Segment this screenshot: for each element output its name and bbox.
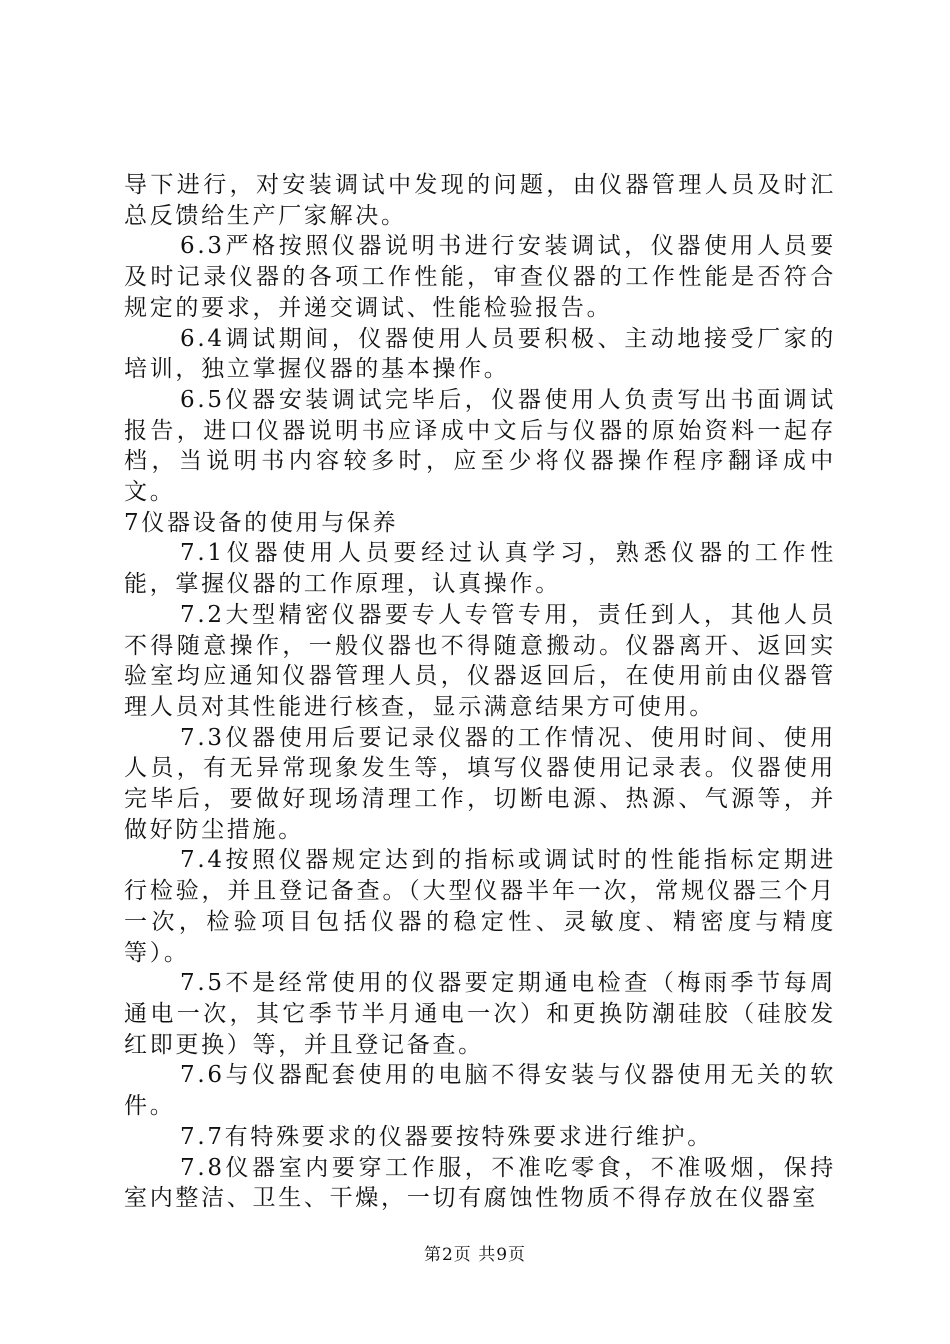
paragraph-7-1: 7.1仪器使用人员要经过认真学习，熟悉仪器的工作性能，掌握仪器的工作原理，认真操作。: [124, 540, 836, 598]
paragraph-6-5: 6.5仪器安装调试完毕后，仪器使用人负责写出书面调试报告，进口仪器说明书应译成中文后与仪器的原始资料一起存档，当说明书内容较多时，应至少将仪器操作程序翻译成中文。: [124, 386, 836, 506]
paragraph-7-7: 7.7有特殊要求的仪器要按特殊要求进行维护。: [180, 1123, 713, 1150]
paragraph-continuation: 导下进行，对安装调试中发现的问题，由仪器管理人员及时汇总反馈给生产厂家解决。: [124, 172, 836, 229]
page-number-footer: 第2页 共9页: [423, 1245, 527, 1265]
section-heading-7: 7仪器设备的使用与保养: [124, 509, 399, 536]
paragraph-7-2: 7.2大型精密仪器要专人专管专用，责任到人，其他人员不得随意操作，一般仪器也不得随意搬动。仪器离开、返回实验室均应通知仪器管理人员，仪器返回后，在使用前由仪器管理人员对其性能进行核查，显示满意结果方可使用。: [124, 601, 836, 720]
paragraph-7-3: 7.3仪器使用后要记录仪器的工作情况、使用时间、使用人员，有无异常现象发生等，填写仪器使用记录表。仪器使用完毕后，要做好现场清理工作，切断电源、热源、气源等，并做好防尘措施。: [124, 724, 836, 843]
paragraph-6-4: 6.4调试期间，仪器使用人员要积极、主动地接受厂家的培训，独立掌握仪器的基本操作。: [124, 325, 836, 383]
paragraph-7-4: 7.4按照仪器规定达到的指标或调试时的性能指标定期进行检验，并且登记备查。（大型仪器半年一次，常规仪器三个月一次，检验项目包括仪器的稳定性、灵敏度、精密度与精度等）。: [124, 847, 836, 966]
paragraph-6-3: 6.3严格按照仪器说明书进行安装调试，仪器使用人员要及时记录仪器的各项工作性能，审查仪器的工作性能是否符合规定的要求，并递交调试、性能检验报告。: [124, 233, 836, 321]
paragraph-7-5: 7.5不是经常使用的仪器要定期通电检查（梅雨季节每周通电一次，其它季节半月通电一次）和更换防潮硅胶（硅胶发红即更换）等，并且登记备查。: [124, 970, 836, 1058]
paragraph-7-6: 7.6与仪器配套使用的电脑不得安装与仪器使用无关的软件。: [124, 1062, 836, 1120]
document-body: [124, 170, 836, 1214]
paragraph-7-8: 7.8仪器室内要穿工作服，不准吃零食，不准吸烟，保持室内整洁、卫生、干燥，一切有腐蚀性物质不得存放在仪器室: [124, 1154, 836, 1212]
